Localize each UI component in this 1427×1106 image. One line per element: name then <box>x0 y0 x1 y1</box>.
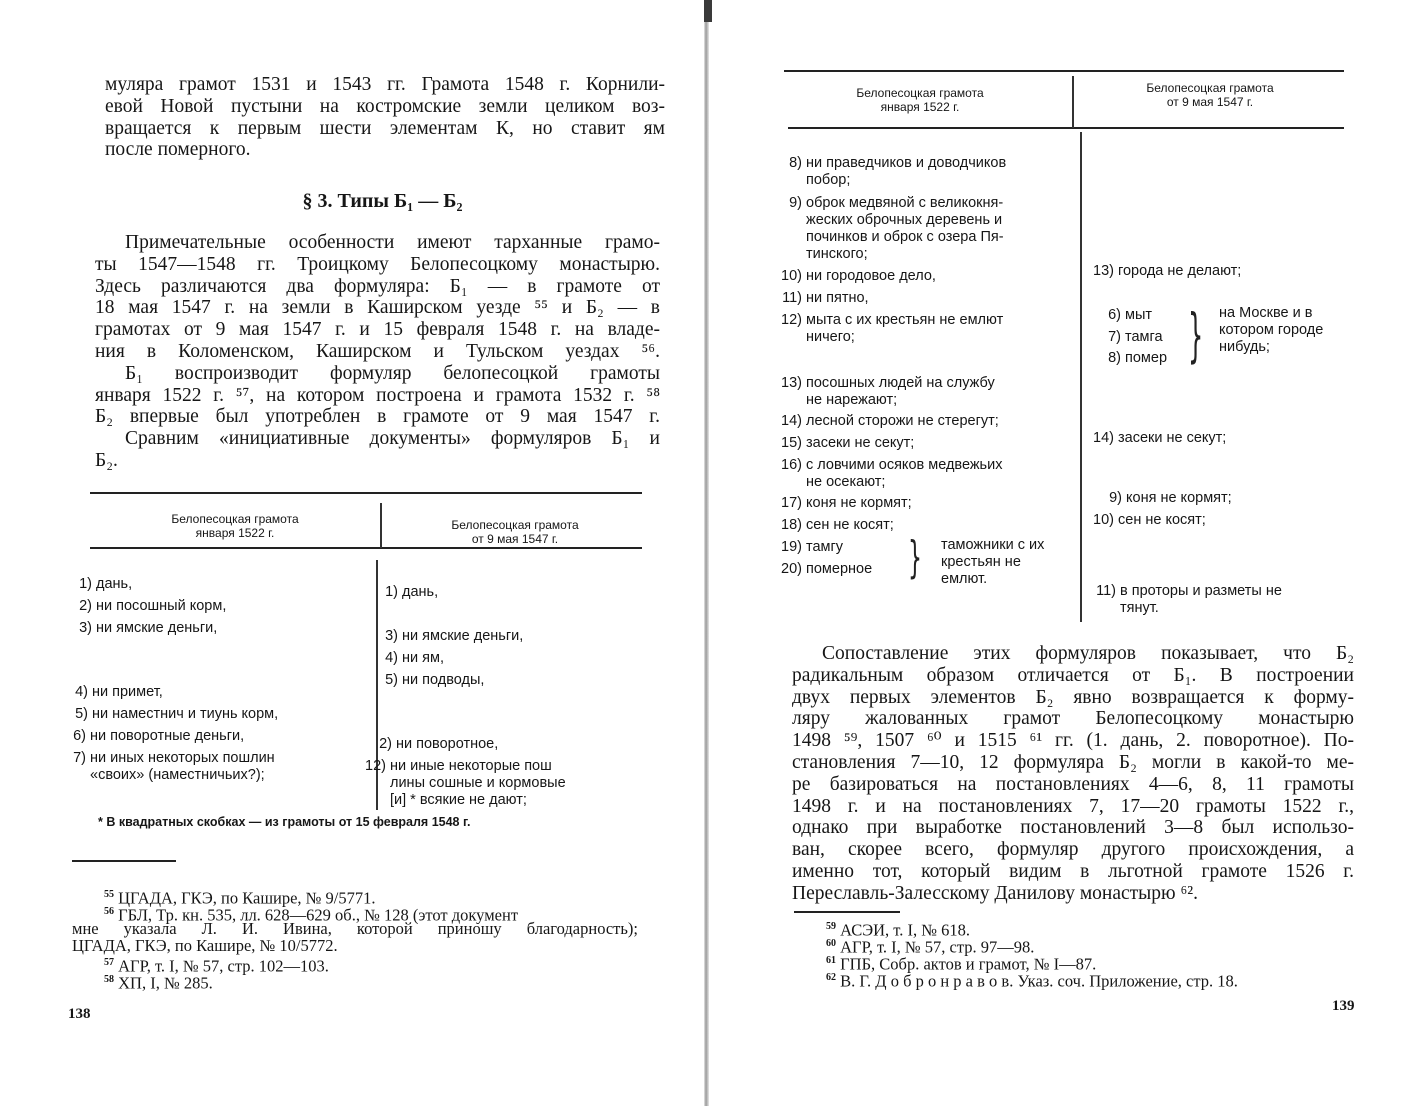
table-header-col1 <box>100 512 370 540</box>
item-number: 15) <box>781 435 802 451</box>
footnote-text: АГР, т. I, № 57, стр. 97—98. <box>840 937 1035 957</box>
item-number: 6) <box>73 728 86 744</box>
curly-brace-icon: } <box>908 534 922 584</box>
item-number: 4) <box>385 650 398 666</box>
footnote-number: 60 <box>826 938 836 949</box>
footnote-number: 58 <box>104 974 114 985</box>
table-item <box>1088 430 1226 447</box>
item-number: 4) <box>75 684 88 700</box>
table-item <box>1095 350 1167 367</box>
right-page <box>710 0 1427 1106</box>
table-header-col1 <box>790 86 1050 114</box>
item-text: помер <box>1125 350 1168 366</box>
header-line: от 9 мая 1547 г. <box>471 532 559 546</box>
text-line: 18 мая 1547 г. на земли в Каширском уезде ⁵⁵ и Б₂ — в <box>95 297 660 319</box>
item-number: 12) <box>365 758 386 774</box>
footnote-text: АСЭИ, т. I, № 618. <box>840 920 970 940</box>
table-item <box>776 457 1002 491</box>
item-text: оброк медвяной с великокня- <box>806 195 1004 211</box>
table-item <box>776 195 1004 263</box>
header-line: января 1522 г. <box>880 100 960 114</box>
item-text: ни посошный корм, <box>96 598 227 614</box>
item-text: сен не косят; <box>806 517 894 533</box>
table-item <box>1088 512 1206 529</box>
item-number: 9) <box>1109 490 1122 506</box>
item-number: 13) <box>1093 263 1114 279</box>
text-line: становления 7—10, 12 формуляра Б₂ могли в какой-то ме- <box>792 751 1354 773</box>
item-text: побор; <box>806 172 851 188</box>
table-item <box>776 561 872 578</box>
item-text: тянут. <box>1120 600 1159 616</box>
table-item <box>62 684 163 701</box>
table-item <box>776 539 843 556</box>
item-number: 2) <box>79 598 92 614</box>
item-number: 16) <box>781 457 802 473</box>
footnote-62 <box>826 969 1238 990</box>
text-line: Переславль-Залесскому Данилову монастырю ⁶². <box>792 882 1198 904</box>
item-text: ни поворотное, <box>396 736 499 752</box>
item-number: 6) <box>1108 307 1121 323</box>
section-title: § 3. Типы Б₁ — Б₂ <box>302 190 463 212</box>
table-header-divider <box>380 503 382 548</box>
table-item <box>66 576 132 593</box>
table-top-rule <box>90 492 642 494</box>
item-text: коня не кормят; <box>806 495 912 511</box>
item-text: ни ямские деньги, <box>402 628 524 644</box>
item-text: ни иных некоторых пошлин <box>90 750 275 766</box>
item-number: 11) <box>782 290 802 306</box>
table-header-col2 <box>1090 81 1330 109</box>
item-text: лины сошные и кормовые <box>390 775 566 791</box>
footnote-56-cont <box>72 920 638 937</box>
brace-text <box>1219 305 1323 356</box>
table-item <box>1095 329 1163 346</box>
item-number: 10) <box>1093 512 1114 528</box>
table-header-rule <box>90 547 642 549</box>
text-line: двух первых элементов Б₂ явно возвращается к форму- <box>792 686 1354 708</box>
footnote-text: ГБЛ, Тр. кн. 535, лл. 628—629 об., № 128 (этот документ <box>118 905 519 925</box>
table-footnote: * В квадратных скобках — из грамоты от 15 февраля 1548 г. <box>98 815 471 829</box>
table-item <box>776 435 914 452</box>
item-text: нибудь; <box>1219 339 1270 355</box>
item-text: засеки не секут; <box>1118 430 1227 446</box>
item-text: таможники с их <box>941 537 1045 553</box>
header-line: от 9 мая 1547 г. <box>1166 95 1254 109</box>
footnote-number: 56 <box>104 906 114 917</box>
item-text: мыта с их крестьян не емлют <box>806 312 1004 328</box>
item-number: 11) <box>1096 583 1116 599</box>
item-number: 3) <box>79 620 92 636</box>
item-number: 8) <box>1108 350 1121 366</box>
text-line: после померного. <box>105 139 251 161</box>
item-text: ни наместнич и тиунь корм, <box>92 706 279 722</box>
table-header-rule <box>788 127 1344 129</box>
item-number: 5) <box>385 672 398 688</box>
item-text: тинского; <box>806 246 868 262</box>
item-text: на Москве и в <box>1219 305 1313 321</box>
footnote-text: мне указала Л. И. Ивина, которой приношу благодарность); <box>72 919 638 938</box>
table-item <box>372 672 484 689</box>
item-number: 7) <box>73 750 86 766</box>
table-item <box>776 155 1006 189</box>
text-line: грамотах от 9 мая 1547 г. и 15 февраля 1548 г. на владе- <box>95 319 660 341</box>
text-line: вращается к первым шести элементам К, но ставит ям <box>105 117 665 139</box>
item-text: не нарежают; <box>806 392 898 408</box>
item-text: ни ям, <box>402 650 444 666</box>
item-text: [и] * всякие не дают; <box>390 792 527 808</box>
item-text: засеки не секут; <box>806 435 915 451</box>
item-text: сен не косят; <box>1118 512 1206 528</box>
table-header-col2 <box>390 518 640 546</box>
item-text: тамга <box>1125 329 1163 345</box>
item-number: 17) <box>781 495 802 511</box>
table-item <box>372 628 523 645</box>
text-line: Примечательные особенности имеют тарханные грамо- <box>125 232 660 253</box>
text-line: ван, скорее всего, формуляр другого происхождения, а <box>792 839 1354 861</box>
text-line: Б₂ впервые был употреблен в грамоте от 9 мая 1547 г. <box>95 406 660 428</box>
item-text: дань, <box>402 584 439 600</box>
table-item <box>366 736 498 753</box>
item-number: 14) <box>1093 430 1114 446</box>
paragraph-comparison <box>792 643 1354 905</box>
header-line: Белопесоцкая грамота <box>1146 81 1274 95</box>
item-number: 5) <box>75 706 88 722</box>
item-number: 8) <box>789 155 802 171</box>
item-text: ни ямские деньги, <box>96 620 218 636</box>
item-text: посошных людей на службу <box>806 375 995 391</box>
item-number: 14) <box>781 413 802 429</box>
item-text: емлют. <box>941 571 988 587</box>
item-number: 13) <box>781 375 802 391</box>
text-line: Б₂. <box>95 449 118 471</box>
footnote-text: ЦГАДА, ГКЭ, по Каширe, № 9/5771. <box>118 888 376 908</box>
item-text: тамгу <box>806 539 844 555</box>
text-line: ты 1547—1548 гг. Троицкому Белопесоцкому монастырю. <box>95 253 660 275</box>
text-line: именно тот, который видим в льготной грамоте 1526 г. <box>792 860 1354 882</box>
item-number: 12) <box>781 312 802 328</box>
item-text: жеских оброчных деревень и <box>806 212 1003 228</box>
item-number: 3) <box>385 628 398 644</box>
text-line: Сравним «инициативные документы» формуляров Б₁ и <box>125 428 660 450</box>
intro-paragraph <box>105 74 665 161</box>
text-line: ре базироваться на постановлениях 4—6, 8, 11 грамоты <box>792 773 1354 795</box>
text-line: Здесь различаются два формуляра: Б₁ — в грамоте от <box>95 275 660 297</box>
footnote-56-cont <box>72 937 338 954</box>
item-number: 1) <box>385 584 398 600</box>
item-text: померное <box>806 561 873 577</box>
item-text: мыт <box>1125 307 1153 323</box>
text-line: 1498 ⁵⁹, 1507 ⁶⁰ и 1515 ⁶¹ гг. (1. дань, 2. поворотное). По- <box>792 730 1354 752</box>
header-line: января 1522 г. <box>195 526 275 540</box>
item-text: ни примет, <box>92 684 163 700</box>
header-line: Белопесоцкая грамота <box>856 86 984 100</box>
table-item <box>60 728 244 745</box>
footnote-separator <box>72 860 176 862</box>
curly-brace-icon: } <box>1188 302 1204 370</box>
table-item <box>776 312 1003 346</box>
table-item <box>1096 490 1232 507</box>
page-number: 138 <box>68 1006 91 1022</box>
table-column-divider <box>1080 132 1082 622</box>
table-item <box>776 290 869 307</box>
item-text: в проторы и разметы не <box>1120 583 1282 599</box>
footnote-number: 57 <box>104 957 114 968</box>
paragraph-1 <box>95 232 660 472</box>
table-item <box>1095 307 1152 324</box>
left-page <box>0 0 706 1106</box>
item-text: ни праведчиков и доводчиков <box>806 155 1007 171</box>
table-item <box>62 706 278 723</box>
text-line: Сопоставление этих формуляров показывает, что Б₂ <box>822 643 1354 664</box>
table-item <box>776 517 894 534</box>
table-item <box>1088 263 1241 280</box>
item-text: ни городовое дело, <box>806 268 936 284</box>
footnote-number: 62 <box>826 972 836 983</box>
item-text: города не делают; <box>1118 263 1242 279</box>
item-number: 19) <box>781 539 802 555</box>
item-number: 7) <box>1108 329 1121 345</box>
item-text: ни поворотные деньги, <box>90 728 245 744</box>
footnote-text: ХП, I, № 285. <box>118 973 213 993</box>
item-text: ни пятно, <box>806 290 869 306</box>
item-text: ни подводы, <box>402 672 485 688</box>
footnote-58 <box>104 971 213 992</box>
text-line: января 1522 г. ⁵⁷, на котором построена и грамота 1532 г. ⁵⁸ <box>95 384 660 406</box>
footnote-text: АГР, т. I, № 57, стр. 102—103. <box>118 956 329 976</box>
item-text: не осекают; <box>806 474 886 490</box>
item-text: ни иные некоторые пош <box>390 758 552 774</box>
text-line: ния в Коломенском, Каширском и Тульском уездах ⁵⁶. <box>95 340 660 362</box>
brace-text <box>941 537 1044 588</box>
text-line: радикальным образом отличается от Б₁. В построении <box>792 664 1354 686</box>
text-line: 1498 г. и на постановлениях 7, 17—20 грамоты 1522 г., <box>792 795 1354 817</box>
item-text: коня не кормят; <box>1126 490 1232 506</box>
table-item <box>776 375 995 409</box>
item-number: 2) <box>379 736 392 752</box>
table-item <box>66 620 217 637</box>
header-line: Белопесоцкая грамота <box>451 518 579 532</box>
page-number: 139 <box>1332 998 1355 1014</box>
item-number: 20) <box>781 561 802 577</box>
item-text: починков и оброк с озера Пя- <box>806 229 1004 245</box>
table-header-divider <box>1072 76 1074 128</box>
table-item <box>776 495 912 512</box>
text-line: муляра грамот 1531 и 1543 гг. Грамота 1548 г. Корнили- <box>105 74 665 95</box>
item-text: крестьян не <box>941 554 1021 570</box>
table-top-rule <box>784 70 1344 72</box>
item-number: 1) <box>79 576 92 592</box>
footnote-text: ЦГАДА, ГКЭ, по Каширe, № 10/5772. <box>72 936 338 955</box>
footnote-text: В. Г. Д о б р о н р а в о в. Указ. соч. Приложение, стр. 18. <box>840 971 1238 991</box>
table-item <box>776 268 936 285</box>
item-text: с ловчими осяков медвежьих <box>806 457 1003 473</box>
footnote-number: 55 <box>104 889 114 900</box>
item-text: «своих» (наместничьих?); <box>90 767 265 783</box>
footnote-separator <box>794 911 900 913</box>
footnote-text: ГПБ, Собр. актов и грамот, № I—87. <box>840 954 1097 974</box>
text-line: ляру жалованных грамот Белопесоцкому монастырю <box>792 708 1354 730</box>
table-item <box>360 758 566 809</box>
table-item <box>776 413 999 430</box>
item-number: 18) <box>781 517 802 533</box>
item-text: ничего; <box>806 329 855 345</box>
item-text: лесной сторожи не стерегут; <box>806 413 999 429</box>
text-line: Б₁ воспроизводит формуляр белопесоцкой грамоты <box>125 362 660 384</box>
text-line: евой Новой пустыни на костромские земли целиком воз- <box>105 95 665 117</box>
item-number: 10) <box>781 268 802 284</box>
table-item <box>372 584 438 601</box>
text-line: однако при выработке постановлений 3—8 был использо- <box>792 817 1354 839</box>
table-item <box>66 598 226 615</box>
table-item <box>1090 583 1282 617</box>
item-text: котором городе <box>1219 322 1324 338</box>
footnote-number: 59 <box>826 921 836 932</box>
table-item <box>372 650 444 667</box>
footnote-number: 61 <box>826 955 836 966</box>
item-text: дань, <box>96 576 133 592</box>
table-item <box>60 750 275 784</box>
item-number: 9) <box>789 195 802 211</box>
header-line: Белопесоцкая грамота <box>171 512 299 526</box>
